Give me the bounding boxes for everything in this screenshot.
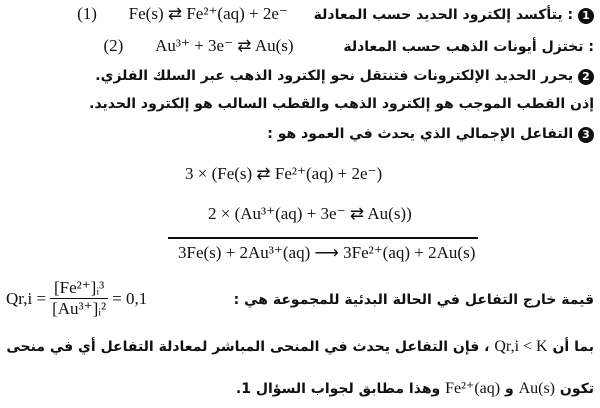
section3-eq2: 2 × (Au³⁺(aq) + 3e⁻ ⇄ Au(s)) — [208, 204, 412, 223]
section1-index1: (1) — [77, 4, 97, 23]
quotient-denominator: [Au³⁺]ᵢ² — [52, 299, 107, 318]
conclusion-end: وهذا مطابق لجواب السؤال 1. — [235, 381, 441, 397]
section2-line1 — [95, 68, 594, 85]
section2-text1: يحرر الحديد الإلكترونات فتنتقل نحو إلكترود الذهب عبر السلك الفلزي. — [95, 68, 574, 84]
conclusion-start: تكون — [559, 381, 594, 397]
conclusion-line1 — [6, 338, 594, 356]
section1-number: 1 — [578, 8, 594, 24]
conclusion-prefix: بما أن — [552, 339, 594, 355]
section3-line1 — [267, 126, 594, 143]
conclusion-fe: Fe²⁺(aq) — [445, 380, 501, 397]
conclusion-and: و — [504, 381, 514, 397]
conclusion-rest: ، فإن التفاعل يحدث في المنحى المباشر لمعادلة التفاعل أي في منحى — [6, 339, 490, 355]
quotient-lhs: Qr,i = — [6, 288, 47, 308]
section3-text1: التفاعل الإجمالي الذي يحدث في العمود هو : — [267, 126, 574, 142]
section3-eq-total: 3Fe(s) + 2Au³⁺(aq) ⟶ 3Fe²⁺(aq) + 2Au(s) — [178, 243, 476, 262]
quotient-fraction — [50, 278, 108, 319]
quotient-numerator: [Fe²⁺]ᵢ³ — [53, 278, 105, 297]
section2-text2: إذن القطب الموجب هو إلكترود الذهب والقطب السالب هو إلكترود الحديد. — [89, 96, 594, 112]
conclusion-inequality: Qr,i < K — [494, 338, 548, 355]
section1-line1 — [77, 4, 594, 24]
quotient-text: قيمة خارج التفاعل في الحالة البدئية للمجموعة هي : — [233, 292, 594, 308]
section1-eq1: Fe(s) ⇄ Fe²⁺(aq) + 2e⁻ — [128, 4, 288, 23]
quotient-formula — [6, 278, 147, 319]
conclusion-line2 — [236, 378, 594, 398]
section2-number: 2 — [578, 69, 594, 85]
sum-line — [168, 237, 478, 239]
conclusion-au: Au(s) — [518, 380, 555, 397]
section1-text1: يتأكسد إلكترود الحديد حسب المعادلة : — [313, 7, 574, 23]
section1-text2: تختزل أيونات الذهب حسب المعادلة : — [343, 39, 594, 55]
quotient-rhs: = 0,1 — [112, 288, 148, 308]
section3-number: 3 — [578, 127, 594, 143]
section2-line2 — [89, 96, 594, 112]
section1-index2: (2) — [103, 36, 124, 55]
section1-line2 — [104, 36, 594, 56]
section3-eq1: 3 × (Fe(s) ⇄ Fe²⁺(aq) + 2e⁻) — [185, 164, 383, 183]
section1-eq2: Au³⁺ + 3e⁻ ⇄ Au(s) — [155, 36, 294, 55]
